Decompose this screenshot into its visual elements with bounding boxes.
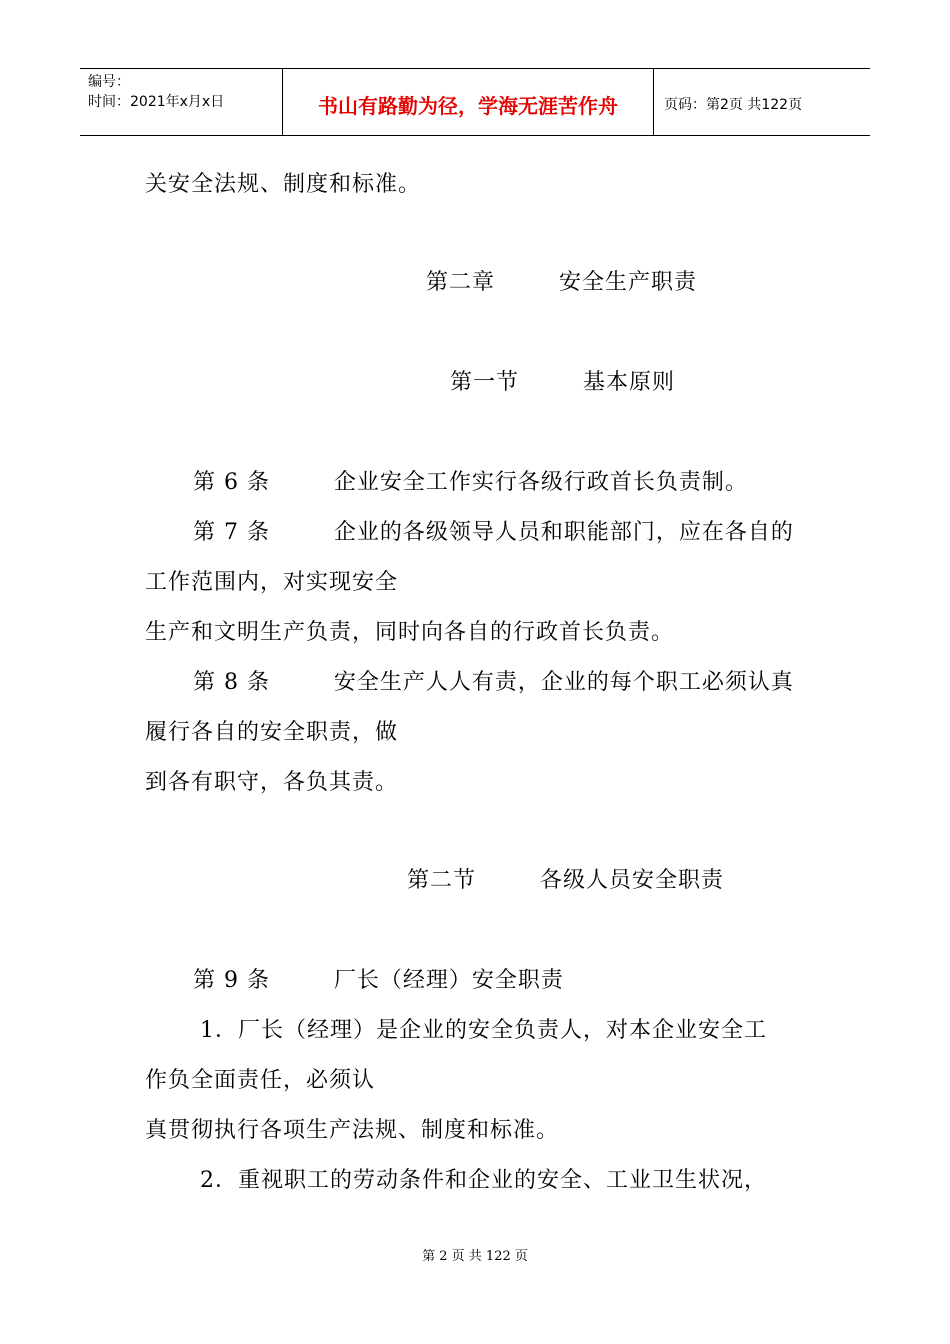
page-footer: 第 2 页 共 122 页 [422,1249,528,1264]
header-meta [80,69,282,135]
article-8-line-2: 履行各自的安全职责，做 [145,720,399,745]
article-6: 第 6 条 企业安全工作实行各级行政首长负责制。 [193,470,748,495]
item-1-line-1: 1．厂长（经理）是企业的安全负责人，对本企业安全工 [200,1018,767,1043]
section-title: 第一节 基本原则 [450,370,675,395]
article-7-line-1: 第 7 条 企业的各级领导人员和职能部门，应在各自的 [193,520,794,545]
item-2-line-1: 2．重视职工的劳动条件和企业的安全、工业卫生状况， [200,1168,767,1193]
header-page-info: 页码：第2页 共122页 [664,97,803,113]
article-8-line-3: 到各有职守，各负其责。 [145,770,399,795]
article-7-line-2: 工作范围内，对实现安全 [145,570,399,595]
item-1-line-3: 真贯彻执行各项生产法规、制度和标准。 [145,1118,560,1143]
article-9: 第 9 条 厂长（经理）安全职责 [193,968,564,993]
page-header [80,68,870,136]
item-1-line-2: 作负全面责任，必须认 [145,1068,376,1093]
article-8-line-1: 第 8 条 安全生产人人有责，企业的每个职工必须认真 [193,670,794,695]
text-line: 关安全法规、制度和标准。 [145,172,422,197]
chapter-title: 第二章 安全生产职责 [426,270,697,295]
header-motto: 书山有路勤为径，学海无涯苦作舟 [282,69,654,135]
article-7-line-3: 生产和文明生产负责，同时向各自的行政首长负责。 [145,620,675,645]
time-label: 时间：2021年x月x日 [88,94,225,110]
section-title: 第二节 各级人员安全职责 [407,868,724,893]
number-label: 编号： [88,74,130,90]
